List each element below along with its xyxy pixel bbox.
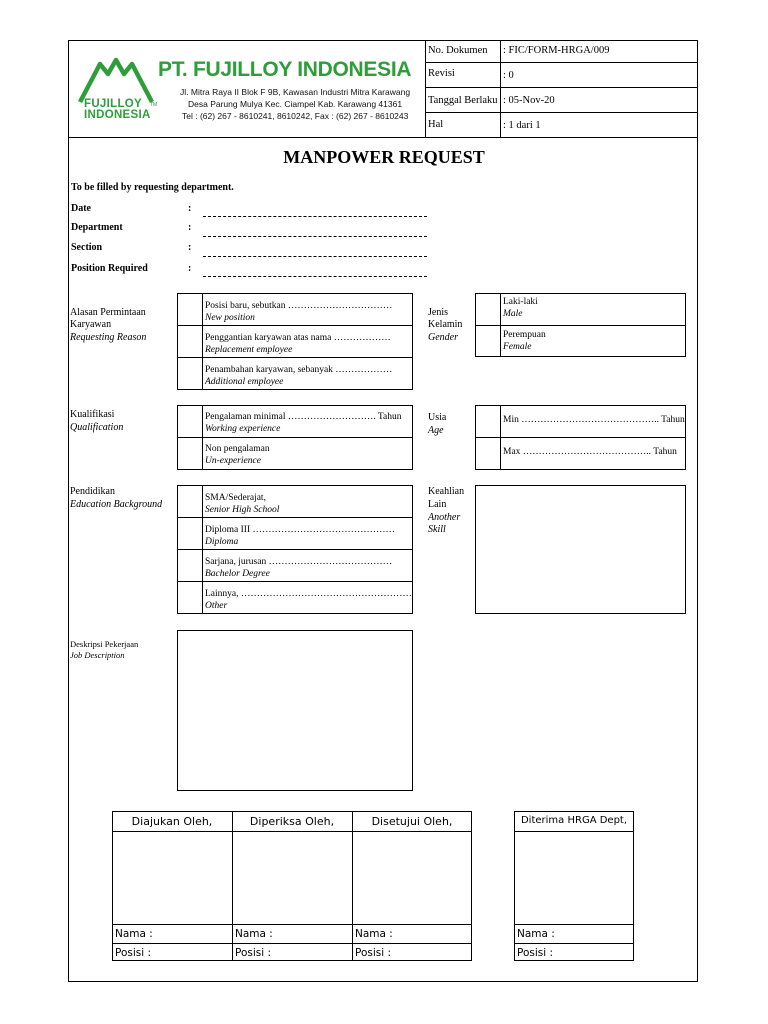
option-label: SMA/Sederajat, — [205, 493, 266, 503]
field-label-position: Position Required — [71, 263, 148, 274]
section-input[interactable] — [203, 256, 427, 257]
skill-label-en: Another — [428, 512, 461, 523]
option-label: Lainnya, ……………………………………………… — [205, 589, 412, 599]
job-description-label: Deskripsi Pekerjaan — [70, 639, 139, 649]
reason-label: Karyawan — [70, 319, 112, 330]
reason-label: Alasan Permintaan — [70, 307, 146, 318]
meta-label: No. Dokumen — [428, 45, 488, 56]
field-colon: : — [188, 263, 192, 274]
checkbox-additional[interactable] — [178, 358, 201, 388]
header-divider — [425, 40, 426, 137]
option-label-en: Senior High School — [205, 505, 280, 515]
name-label: Nama : — [355, 928, 393, 940]
meta-row-line — [425, 112, 698, 113]
option-label-en: Other — [205, 601, 228, 611]
checkbox-no-experience[interactable] — [178, 438, 201, 469]
logo-text: FUJILLOY — [84, 98, 142, 110]
option-label-en: New position — [205, 313, 255, 323]
checkbox-experience[interactable] — [178, 406, 201, 436]
meta-label: Tanggal Berlaku — [428, 95, 498, 106]
field-colon: : — [188, 222, 192, 233]
form-instruction: To be filled by requesting department. — [71, 182, 234, 193]
option-label-en: Un-experience — [205, 456, 261, 466]
field-label-date: Date — [71, 203, 91, 214]
signature-row-line — [514, 943, 634, 944]
option-label-en: Male — [503, 309, 523, 319]
position-label: Posisi : — [517, 947, 554, 959]
form-title: MANPOWER REQUEST — [283, 147, 485, 167]
checkbox-other[interactable] — [178, 582, 201, 613]
checkbox-replacement[interactable] — [178, 326, 201, 356]
option-label-en: Diploma — [205, 537, 239, 547]
company-name: PT. FUJILLOY INDONESIA — [158, 58, 412, 81]
company-address: Desa Parung Mulya Kec. Ciampel Kab. Karawang 41361 — [188, 99, 403, 109]
skill-label: Lain — [428, 499, 447, 510]
option-label: Penambahan karyawan, sebanyak ……………… — [205, 365, 393, 375]
meta-row-line — [425, 62, 698, 63]
position-label: Posisi : — [235, 947, 272, 959]
signature-row-line — [112, 924, 472, 925]
signature-header-approved: Disetujui Oleh, — [371, 815, 453, 828]
signature-area-checked[interactable] — [233, 832, 351, 923]
skill-textarea[interactable] — [475, 485, 686, 614]
job-description-label-en: Job Description — [70, 650, 125, 660]
checkbox-diploma[interactable] — [178, 518, 201, 548]
option-label: Posisi baru, sebutkan …………………………… — [205, 301, 393, 311]
checkbox-new-position[interactable] — [178, 294, 201, 324]
meta-value: : 0 — [503, 70, 514, 81]
meta-value: : FIC/FORM-HRGA/009 — [503, 45, 610, 56]
option-label-en: Female — [503, 342, 532, 352]
signature-header-submitted: Diajukan Oleh, — [131, 815, 213, 828]
reason-label-en: Requesting Reason — [70, 332, 147, 343]
option-label: Laki-laki — [503, 297, 538, 307]
field-label-department: Department — [71, 222, 123, 233]
checkbox-column-line — [202, 293, 203, 390]
option-label: Diploma III ……………………………………… — [205, 525, 395, 535]
logo-text: INDONESIA — [84, 109, 151, 121]
signature-header-hrga: Diterima HRGA Dept, — [520, 815, 628, 826]
position-label: Posisi : — [355, 947, 392, 959]
age-label-en: Age — [428, 425, 444, 436]
row-line — [177, 549, 413, 550]
row-line — [177, 325, 413, 326]
skill-label-en: Skill — [428, 524, 446, 535]
option-label: Perempuan — [503, 330, 546, 340]
date-input[interactable] — [203, 216, 427, 217]
gender-label: Jenis — [428, 307, 448, 318]
option-label-en: Additional employee — [205, 377, 284, 387]
signature-header-checked: Diperiksa Oleh, — [249, 815, 335, 828]
row-line — [177, 437, 413, 438]
job-description-textarea[interactable] — [177, 630, 413, 791]
option-label: Pengalaman minimal ………………………. Tahun — [205, 412, 402, 422]
position-input[interactable] — [203, 276, 427, 277]
meta-label: Hal — [428, 119, 444, 130]
education-label-en: Education Background — [70, 499, 163, 510]
signature-area-approved[interactable] — [353, 832, 471, 923]
qualification-label-en: Qualification — [70, 422, 124, 433]
field-colon: : — [188, 242, 192, 253]
qualification-label: Kualifikasi — [70, 409, 115, 420]
signature-area-submitted[interactable] — [113, 832, 231, 923]
name-label: Nama : — [115, 928, 153, 940]
meta-value: : 05-Nov-20 — [503, 95, 555, 106]
signature-row-line — [112, 943, 472, 944]
position-label: Posisi : — [115, 947, 152, 959]
header-bottom-line — [68, 137, 698, 138]
field-colon: : — [188, 203, 192, 214]
gender-label-en: Gender — [428, 332, 458, 343]
row-line — [177, 581, 413, 582]
signature-row-line — [514, 924, 634, 925]
name-label: Nama : — [235, 928, 273, 940]
meta-value: : 1 dari 1 — [503, 120, 541, 131]
checkbox-high-school[interactable] — [178, 486, 201, 516]
meta-divider — [500, 40, 501, 137]
row-line — [475, 325, 686, 326]
checkbox-male[interactable] — [476, 294, 499, 324]
row-line — [177, 357, 413, 358]
checkbox-bachelor[interactable] — [178, 550, 201, 580]
company-phone: Tel : (62) 267 - 8610241, 8610242, Fax : (62) 267 - 8610243 — [182, 111, 409, 121]
age-label: Usia — [428, 412, 447, 423]
option-label: Non pengalaman — [205, 444, 270, 454]
field-label-section: Section — [71, 242, 103, 253]
option-label: Min …………………………………….. Tahun — [503, 415, 685, 425]
checkbox-female[interactable] — [476, 326, 499, 356]
option-label: Penggantian karyawan atas nama ……………… — [205, 333, 391, 343]
education-label: Pendidikan — [70, 486, 115, 497]
meta-row-line — [425, 87, 698, 88]
option-label: Max ………………………………….. Tahun — [503, 447, 677, 457]
name-label: Nama : — [517, 928, 555, 940]
option-label: Sarjana, jurusan ………………………………… — [205, 557, 393, 567]
option-label-en: Bachelor Degree — [205, 569, 270, 579]
meta-label: Revisi — [428, 68, 455, 79]
signature-area-hrga[interactable] — [515, 832, 633, 923]
gender-label: Kelamin — [428, 319, 463, 330]
skill-label: Keahlian — [428, 486, 465, 497]
option-label-en: Working experience — [205, 424, 281, 434]
option-label-en: Replacement employee — [205, 345, 293, 355]
department-input[interactable] — [203, 236, 427, 237]
company-address: Jl. Mitra Raya II Blok F 9B, Kawasan Industri Mitra Karawang — [180, 87, 411, 97]
row-line — [177, 517, 413, 518]
logo-trademark: TM — [150, 102, 158, 108]
